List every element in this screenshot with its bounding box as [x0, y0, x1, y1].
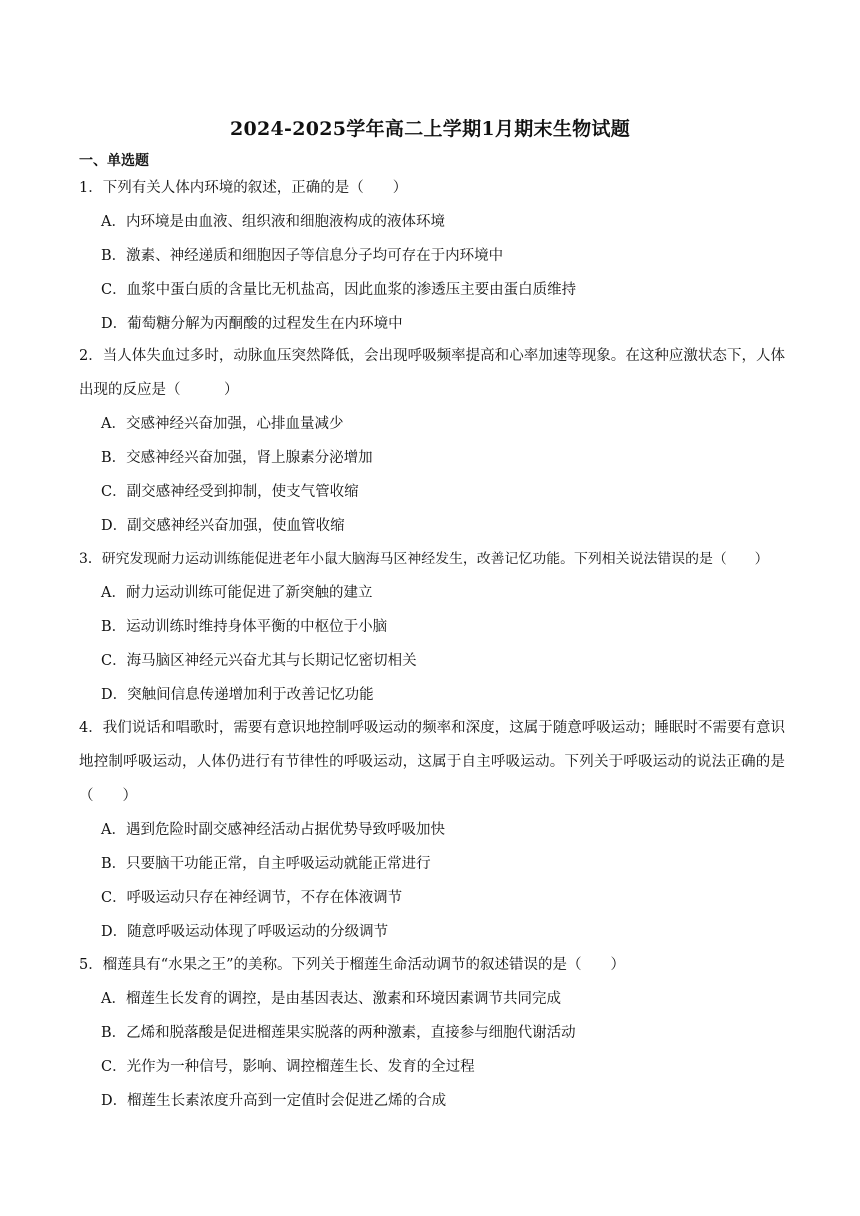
- question-1-option-d: D．葡萄糖分解为丙酮酸的过程发生在内环境中: [101, 316, 403, 332]
- question-2-stem: 2．当人体失血过多时，动脉血压突然降低，会出现呼吸频率提高和心率加速等现象。在这种应激状态下，人体出现的反应是（ ）: [79, 348, 785, 398]
- question-2-option-c: C．副交感神经受到抑制，使支气管收缩: [101, 484, 359, 500]
- question-2-option-b: B．交感神经兴奋加强，肾上腺素分泌增加: [101, 450, 373, 466]
- question-1-option-b: B．激素、神经递质和细胞因子等信息分子均可存在于内环境中: [101, 248, 504, 264]
- document-title: 2024-2025学年高二上学期1月期末生物试题: [229, 118, 631, 140]
- question-5-option-d: D．榴莲生长素浓度升高到一定值时会促进乙烯的合成: [101, 1093, 447, 1109]
- question-3-option-d: D．突触间信息传递增加利于改善记忆功能: [101, 687, 374, 703]
- question-1-option-a: A．内环境是由血液、组织液和细胞液构成的液体环境: [101, 214, 445, 230]
- question-4-option-d: D．随意呼吸运动体现了呼吸运动的分级调节: [101, 924, 389, 940]
- question-5-option-a: A．榴莲生长发育的调控，是由基因表达、激素和环境因素调节共同完成: [101, 991, 561, 1007]
- question-4-option-a: A．遇到危险时副交感神经活动占据优势导致呼吸加快: [101, 822, 445, 838]
- question-3-option-c: C．海马脑区神经元兴奋尤其与长期记忆密切相关: [101, 653, 417, 669]
- question-5-stem: 5．榴莲具有“水果之王”的美称。下列关于榴莲生命活动调节的叙述错误的是（ ）: [79, 957, 626, 973]
- question-2-option-d: D．副交感神经兴奋加强，使血管收缩: [101, 518, 345, 534]
- question-5-option-b: B．乙烯和脱落酸是促进榴莲果实脱落的两种激素，直接参与细胞代谢活动: [101, 1025, 576, 1041]
- question-4-option-b: B．只要脑干功能正常，自主呼吸运动就能正常进行: [101, 856, 431, 872]
- question-1-stem: 1．下列有关人体内环境的叙述，正确的是（ ）: [79, 180, 408, 196]
- question-3-option-a: A．耐力运动训练可能促进了新突触的建立: [101, 585, 373, 601]
- question-4-stem: 4．我们说话和唱歌时，需要有意识地控制呼吸运动的频率和深度，这属于随意呼吸运动；睡眠时不需要有意识地控制呼吸运动，人体仍进行有节律性的呼吸运动，这属于自主呼吸运动。下列关于呼吸运动的说法正确的是（ ）: [79, 720, 785, 804]
- question-2-option-a: A．交感神经兴奋加强，心排血量减少: [101, 416, 344, 432]
- section-heading: 一、单选题: [79, 153, 149, 169]
- question-5-option-c: C．光作为一种信号，影响、调控榴莲生长、发育的全过程: [101, 1059, 475, 1075]
- question-3-stem: 3．研究发现耐力运动训练能促进老年小鼠大脑海马区神经发生，改善记忆功能。下列相关说法错误的是（ ）: [79, 551, 769, 567]
- question-3-option-b: B．运动训练时维持身体平衡的中枢位于小脑: [101, 619, 388, 635]
- question-1-option-c: C．血浆中蛋白质的含量比无机盐高，因此血浆的渗透压主要由蛋白质维持: [101, 282, 577, 298]
- question-4-option-c: C．呼吸运动只存在神经调节，不存在体液调节: [101, 890, 403, 906]
